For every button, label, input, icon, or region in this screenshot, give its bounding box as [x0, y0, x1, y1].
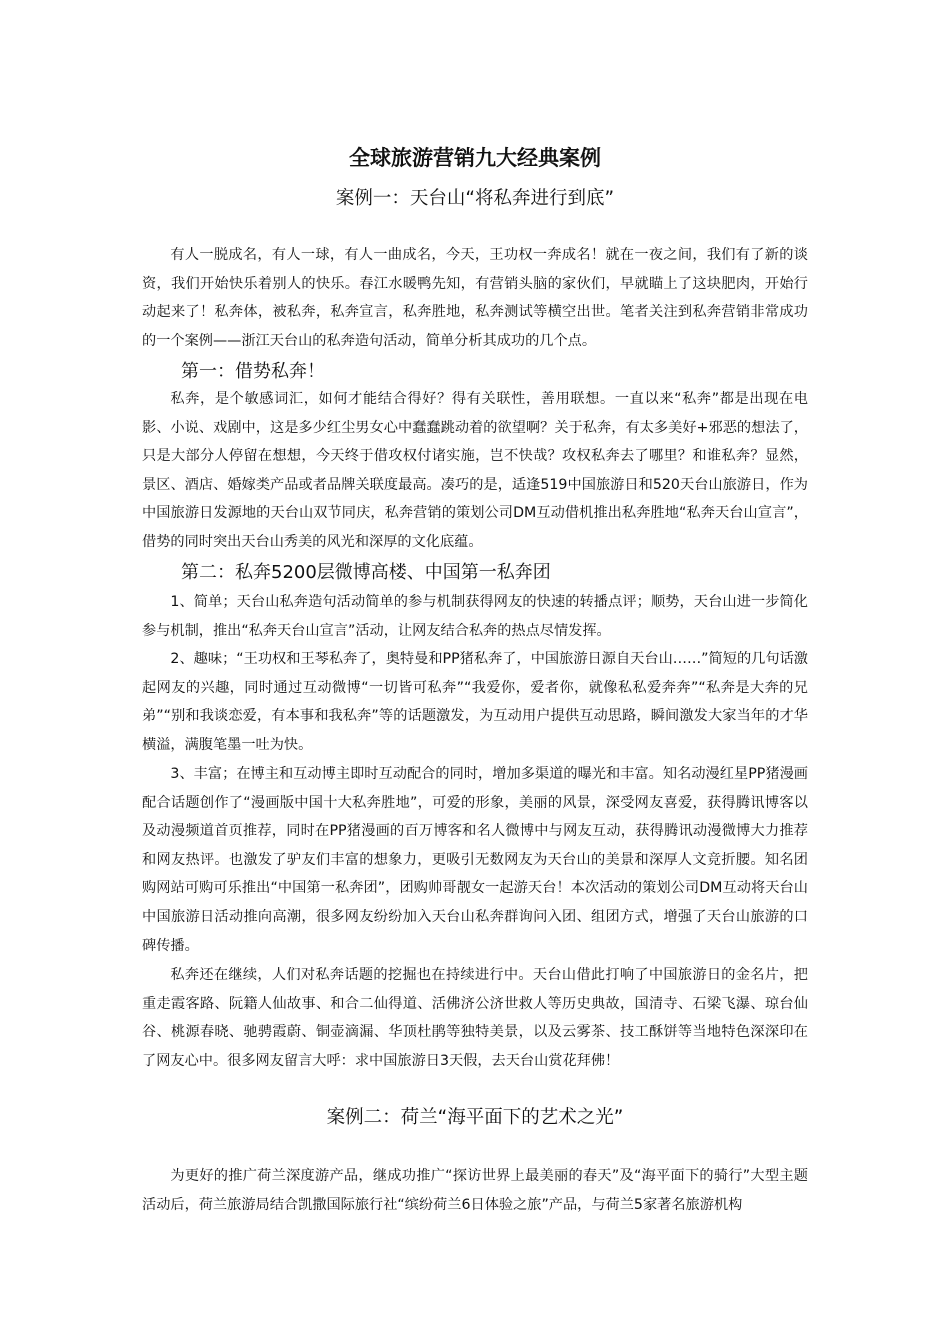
case1-point3-paragraph: 3、丰富；在博主和互动博主即时互动配合的同时，增加多渠道的曝光和丰富。知名动漫红星PP猪漫画配合话题创作了“漫画版中国十大私奔胜地”，可爱的形象，美丽的风景，深受网友喜爱，获得腾讯博客以及动漫频道首页推荐，同时在PP猪漫画的百万博客和名人微博中与网友互动，获得腾讯动漫微博大力推荐和网友热评。也激发了驴友们丰富的想象力，更吸引无数网友为天台山的美景和深厚人文竞折腰。知名团购网站可购可乐推出“中国第一私奔团”，团购帅哥靓女一起游天台！本次活动的策划公司DM互动将天台山中国旅游日活动推向高潮，很多网友纷纷加入天台山私奔群询问入团、组团方式，增强了天台山旅游的口碑传播。: [142, 766, 808, 954]
document-title: 全球旅游营销九大经典案例: [349, 146, 601, 170]
case1-section1-paragraph: 私奔，是个敏感词汇，如何才能结合得好？得有关联性，善用联想。一直以来“私奔”都是出现在电影、小说、戏剧中，这是多少红尘男女心中蠢蠢跳动着的欲望啊？关于私奔，有太多美好+邪恶的想法了，只是大部分人停留在想想，今天终于借攻权付诸实施，岂不快哉？攻权私奔去了哪里？和谁私奔？显然，景区、酒店、婚嫁类产品或者品牌关联度最高。凑巧的是，适逢519中国旅游日和520天台山旅游日，作为中国旅游日发源地的天台山双节同庆，私奔营销的策划公司DM互动借机推出私奔胜地“私奔天台山宣言”，借势的同时突出天台山秀美的风光和深厚的文化底蕴。: [142, 391, 808, 550]
case2-intro-paragraph: 为更好的推广荷兰深度游产品，继成功推广“探访世界上最美丽的春天”及“海平面下的骑行”大型主题活动后，荷兰旅游局结合凯撒国际旅行社“缤纷荷兰6日体验之旅”产品，与荷兰5家著名旅游机构: [142, 1168, 808, 1213]
case1-section2-heading: 第二：私奔5200层微博高楼、中国第一私奔团: [181, 562, 551, 583]
case1-closing-paragraph: 私奔还在继续，人们对私奔话题的挖掘也在持续进行中。天台山借此打响了中国旅游日的金名片，把重走霞客路、阮籍人仙故事、和合二仙得道、活佛济公济世救人等历史典故，国清寺、石梁飞瀑、琼台仙谷、桃源春晓、驰骋霞蔚、铜壶滴漏、华顶杜鹃等独特美景，以及云雾茶、技工酥饼等当地特色深深印在了网友心中。很多网友留言大呼：求中国旅游日3天假，去天台山赏花拜佛！: [142, 967, 808, 1069]
case1-intro-paragraph: 有人一脱成名，有人一球，有人一曲成名，今天，王功权一奔成名！就在一夜之间，我们有了新的谈资，我们开始快乐着别人的快乐。春江水暖鸭先知，有营销头脑的家伙们，早就瞄上了这块肥肉，开始行动起来了！私奔体，被私奔，私奔宣言，私奔胜地，私奔测试等横空出世。笔者关注到私奔营销非常成功的一个案例——浙江天台山的私奔造句活动，简单分析其成功的几个点。: [142, 247, 808, 349]
case1-point2-paragraph: 2、趣味；“王功权和王琴私奔了，奥特曼和PP猪私奔了，中国旅游日源自天台山……”简短的几句话激起网友的兴趣，同时通过互动微博“一切皆可私奔”“我爱你，爱者你，就像私私爱奔奔”“私奔是大奔的兄弟”“别和我谈恋爱，有本事和我私奔”等的话题激发，为互动用户提供互动思路，瞬间激发大家当年的才华横溢，满腹笔墨一吐为快。: [142, 651, 808, 753]
case1-point1-paragraph: 1、简单；天台山私奔造句活动简单的参与机制获得网友的快速的转播点评；顺势，天台山进一步简化参与机制，推出“私奔天台山宣言”活动，让网友结合私奔的热点尽情发挥。: [142, 594, 808, 639]
case2-title: 案例二：荷兰“海平面下的艺术之光”: [326, 1107, 624, 1128]
case1-section1-heading: 第一：借势私奔！: [181, 361, 325, 382]
case1-title: 案例一：天台山“将私奔进行到底”: [335, 188, 615, 209]
